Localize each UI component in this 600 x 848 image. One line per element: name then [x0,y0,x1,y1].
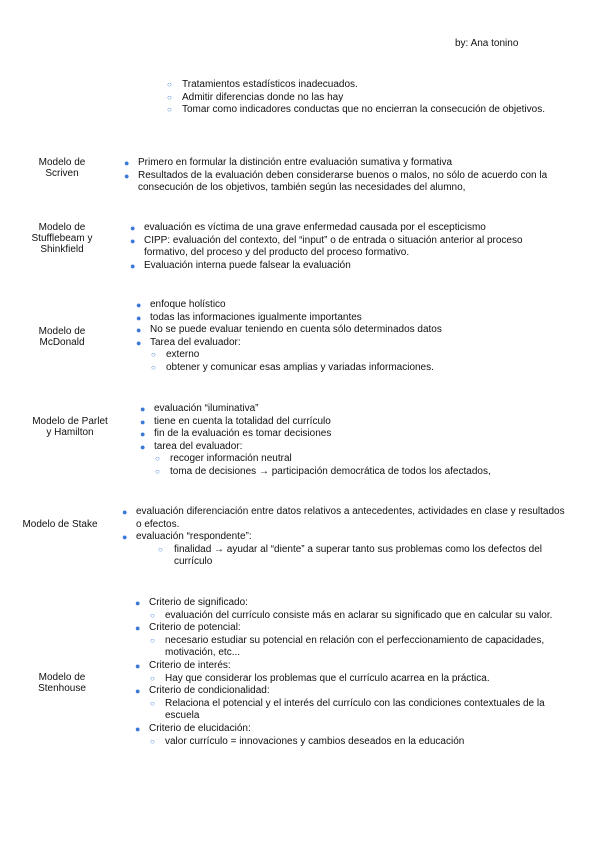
bullet-icon: ● [140,404,146,414]
list-item: ● Primero en formular la distinción entre evaluación sumativa y formativa [124,157,453,168]
list-item: ○ externo [151,349,200,361]
list-item: ● Tarea del evaluador: [136,336,241,348]
bullet-icon: ● [136,312,142,323]
list-item: ● todas las informaciones igualmente importantes [136,311,362,323]
bullet-icon: ● [136,300,142,310]
bullet-icon: ● [122,532,128,543]
bullet-icon: ● [135,623,141,634]
list-item: ○ toma de decisiones → participación democrática de todos los afectados, [155,465,491,477]
bullet-icon: ● [140,416,146,427]
section-label: Modelo de Stufflebeam y Shinkfield [31,222,93,255]
list-item: ○ valor currículo = innovaciones y cambios deseados en la educación [150,735,465,747]
list-item: ○ necesario estudiar su potencial en relación con el perfeccionamiento de capacidades, motivación, etc... [150,634,545,659]
section-label: Modelo de McDonald [38,326,86,348]
list-item: ● evaluación es víctima de una grave enfermedad causada por el escepticismo [130,222,486,233]
item-list [152,79,552,117]
section-label: Modelo de Stake [22,519,98,530]
item-list [135,597,555,748]
list-item: ○ obtener y comunicar esas amplias y variadas informaciones. [151,361,434,373]
list-item: ● enfoque holístico [136,299,226,310]
list-item: ● Criterio de significado: [135,597,248,608]
bullet-icon: ● [136,337,142,348]
section-label: Modelo de Parlet y Hamilton [32,416,108,438]
section-label: Modelo de Stenhouse [38,672,86,694]
list-item: ○ Relaciona el potencial y el interés del currículo con las condiciones contextuales de la escuela [150,697,545,722]
sub-bullet-icon: ○ [167,92,172,102]
bullet-icon: ● [136,325,142,336]
list-item: ● CIPP: evaluación del contexto, del “input” o de entrada o situación anterior al proceso formativo, del proceso y del producto del proceso formativo. [130,234,523,259]
list-item: ○ Hay que considerar los problemas que el currículo acarrea en la práctica. [150,672,490,684]
list-item: ○ Admitir diferencias donde no las hay [167,91,344,103]
section-label: Modelo de Scriven [38,157,86,179]
sub-bullet-icon: ○ [155,466,160,476]
list-item: ● tiene en cuenta la totalidad del currículo [140,415,331,427]
sub-bullet-icon: ○ [167,105,172,115]
list-item: ○ recoger información neutral [155,453,292,465]
list-item: ● evaluación “respondente”: [122,531,252,543]
bullet-icon: ● [135,660,141,671]
list-item: ○ finalidad → ayudar al “diente” a superar tanto sus problemas como los defectos del currículo [158,543,542,568]
sub-bullet-icon: ○ [151,350,156,360]
list-item: ● Criterio de interés: [135,659,231,671]
item-list [122,506,566,569]
bullet-icon: ● [130,260,136,271]
list-item: ● Criterio de condicionalidad: [135,685,270,697]
bullet-icon: ● [124,158,130,168]
sub-bullet-icon: ○ [150,698,155,708]
bullet-icon: ● [135,723,141,734]
sub-bullet-icon: ○ [150,610,155,620]
sub-bullet-icon: ○ [150,673,155,683]
sub-bullet-icon: ○ [151,362,156,372]
list-item: ● Criterio de elucidación: [135,722,251,734]
bullet-icon: ● [135,598,141,608]
list-item: ● Evaluación interna puede falsear la evaluación [130,259,351,271]
author-credit: by: Ana tonino [455,38,519,49]
list-item: ● tarea del evaluador: [140,440,243,452]
bullet-icon: ● [135,686,141,697]
sub-bullet-icon: ○ [155,454,160,464]
item-list [140,403,560,479]
item-list [130,222,530,272]
list-item: ● No se puede evaluar teniendo en cuenta sólo determinados datos [136,324,442,336]
list-item: ○ Tomar como indicadores conductas que no encierran la consecución de objetivos. [167,104,545,116]
bullet-icon: ● [130,235,136,246]
sub-bullet-icon: ○ [167,80,172,89]
item-list [136,299,556,375]
sub-bullet-icon: ○ [150,736,155,746]
sub-bullet-icon: ○ [158,544,163,554]
bullet-icon: ● [124,170,130,181]
sub-bullet-icon: ○ [150,635,155,645]
bullet-icon: ● [140,441,146,452]
list-item: ● evaluación diferenciación entre datos relativos a antecedentes, actividades en clase y resultados o efectos. [122,506,565,530]
list-item: ● fin de la evaluación es tomar decisiones [140,428,332,440]
list-item: ● Criterio de potencial: [135,622,241,634]
list-item: ● Resultados de la evaluación deben considerarse buenos o malos, no sólo de acuerdo con la consecución de los objetivos, también según las necesidades del alumno, [124,169,548,194]
bullet-icon: ● [122,507,128,517]
item-list [124,157,564,195]
list-item: ○ Tratamientos estadísticos inadecuados. [167,79,358,90]
list-item: ● evaluación “iluminativa” [140,403,259,414]
list-item: ○ evaluación del currículo consiste más en aclarar su significado que en calcular su valor. [150,609,553,621]
bullet-icon: ● [130,223,136,233]
bullet-icon: ● [140,429,146,440]
